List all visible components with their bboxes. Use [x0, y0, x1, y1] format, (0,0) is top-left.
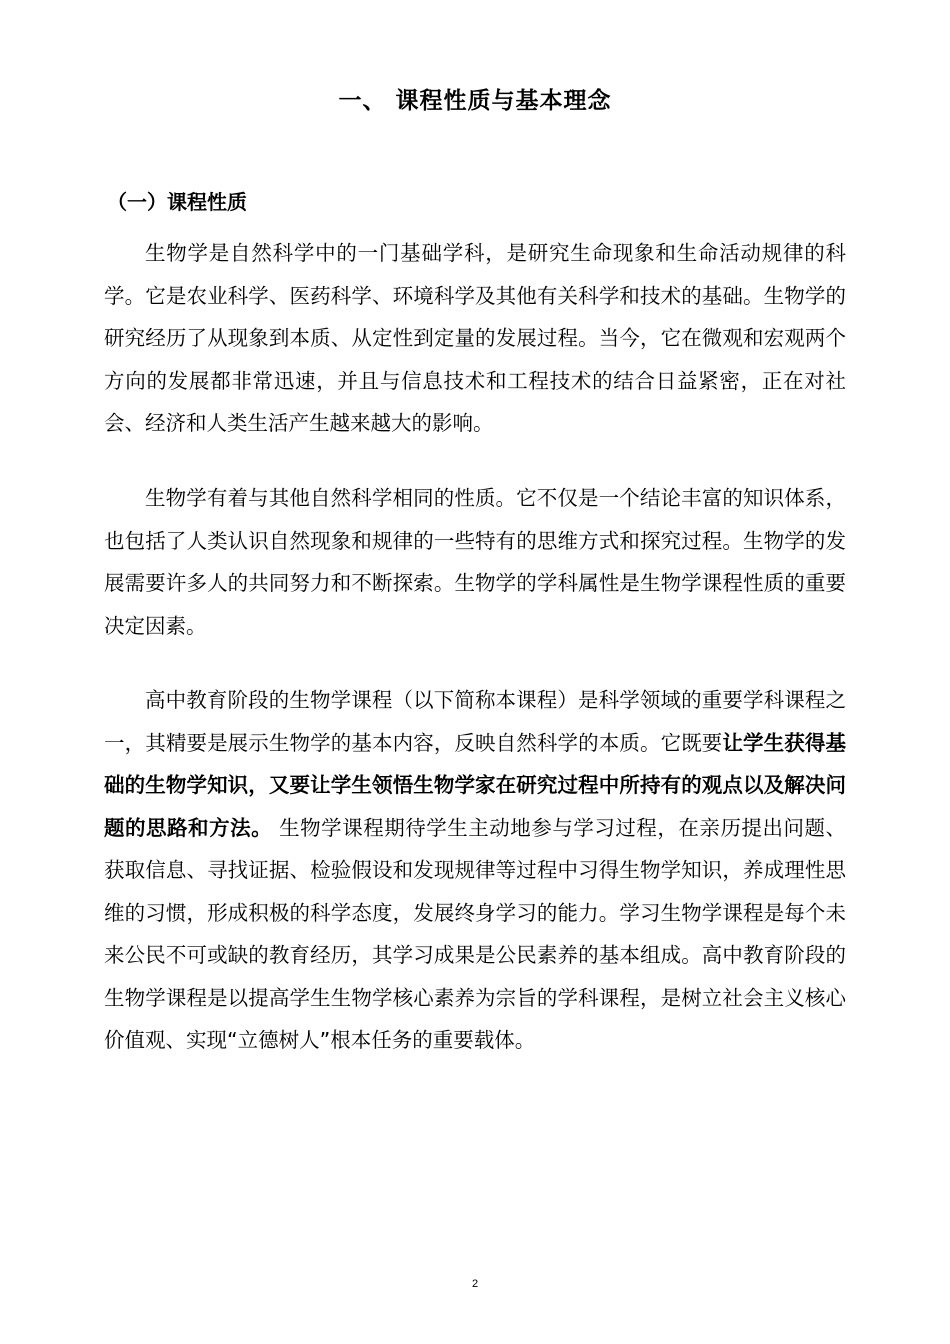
paragraph-3-lead: 高中教育阶段的生物学课程（以下简称本课程）是科学领域的重要学科课程之一，其精要是展示生物学的基本内容，反映自然科学的本质。它既要 [104, 688, 846, 755]
paragraph-3-emphasis: 让学生获得基础的生物学知识，又要让学生领悟生物学家在研究过程中所持有的观点以及解决问题的思路和方法。 [104, 730, 847, 840]
section-heading: （一）课程性质 [107, 190, 247, 214]
chapter-title: 一、 课程性质与基本理念 [338, 88, 612, 114]
paragraph-3-tail: 生物学课程期待学生主动地参与学习过程，在亲历提出问题、获取信息、寻找证据、检验假设和发现规律等过程中习得生物学知识，养成理性思维的习惯，形成积极的科学态度，发展终身学习的能力。学习生物学课程是每个未来公民不可或缺的教育经历，其学习成果是公民素养的基本组成。高中教育阶段的生物学课程是以提高学生生物学核心素养为宗旨的学科课程，是树立社会主义核心价值观、实现“立德树人”根本任务的重要载体。 [104, 815, 847, 1052]
page-number: 2 [471, 1278, 479, 1290]
paragraph-3 [104, 679, 846, 1062]
paragraph-1: 生物学是自然科学中的一门基础学科，是研究生命现象和生命活动规律的科学。它是农业科学、医药科学、环境科学及其他有关科学和技术的基础。生物学的研究经历了从现象到本质、从定性到定量的发展过程。当今，它在微观和宏观两个方向的发展都非常迅速，并且与信息技术和工程技术的结合日益紧密，正在对社会、经济和人类生活产生越来越大的影响。 [104, 241, 846, 435]
paragraph-2: 生物学有着与其他自然科学相同的性质。它不仅是一个结论丰富的知识体系，也包括了人类认识自然现象和规律的一些特有的思维方式和探究过程。生物学的发展需要许多人的共同努力和不断探索。生物学的学科属性是生物学课程性质的重要决定因素。 [104, 486, 846, 638]
